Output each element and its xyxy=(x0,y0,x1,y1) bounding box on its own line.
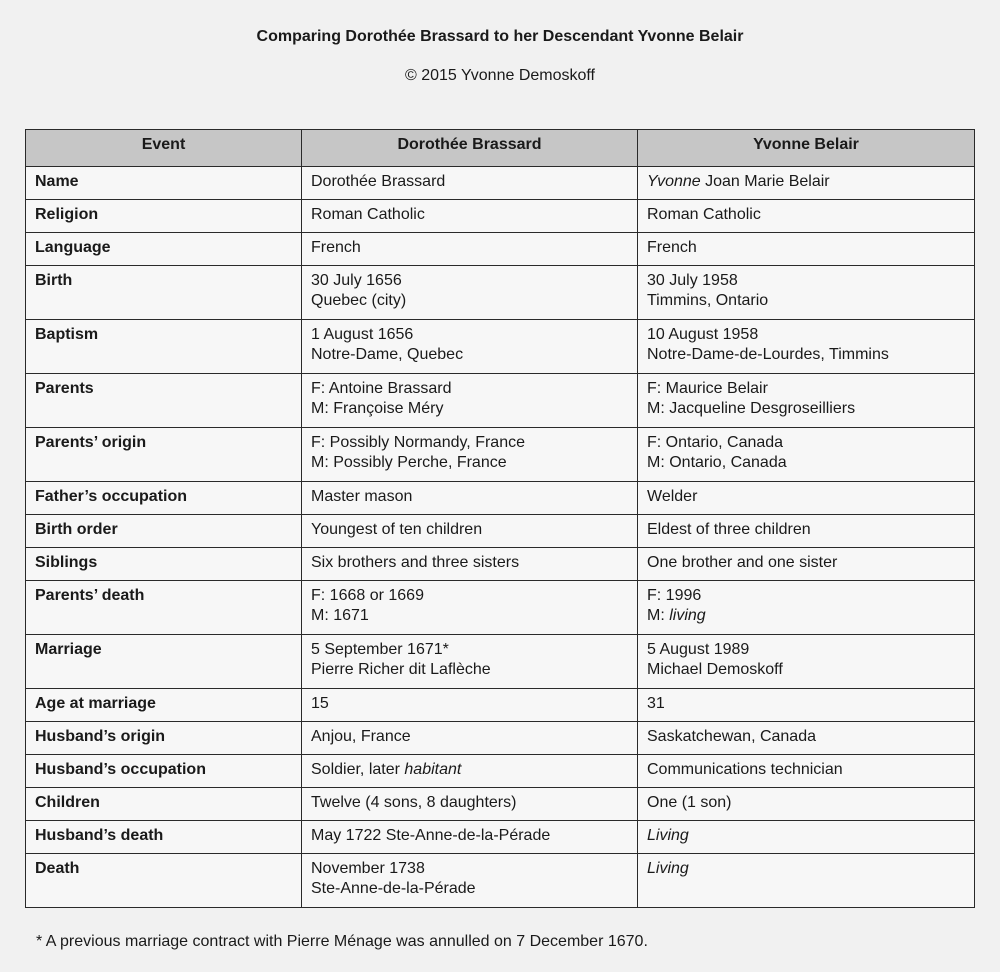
italic-text: Yvonne xyxy=(647,173,701,190)
event-cell: Children xyxy=(26,788,302,821)
table-row xyxy=(26,755,975,788)
cell-line: Roman Catholic xyxy=(647,206,761,223)
cell-line: Dorothée Brassard xyxy=(311,173,446,190)
yvonne-cell xyxy=(638,428,975,482)
table-row xyxy=(26,266,975,320)
cell-line: F: Ontario, Canada xyxy=(647,434,784,451)
cell-line: 15 xyxy=(311,695,329,712)
comparison-table xyxy=(25,129,975,908)
table-row xyxy=(26,635,975,689)
table-row xyxy=(26,821,975,854)
dorothee-cell xyxy=(302,266,638,320)
cell-line: F: Antoine Brassard xyxy=(311,380,452,397)
table-row xyxy=(26,320,975,374)
table-row xyxy=(26,581,975,635)
italic-text: Living xyxy=(647,827,689,844)
yvonne-cell xyxy=(638,755,975,788)
cell-line: F: 1668 or 1669 xyxy=(311,587,424,604)
cell-line: Notre-Dame, Quebec xyxy=(311,346,464,363)
event-cell: Parents xyxy=(26,374,302,428)
dorothee-cell xyxy=(302,755,638,788)
yvonne-cell xyxy=(638,482,975,515)
cell-line: Welder xyxy=(647,488,698,505)
yvonne-cell xyxy=(638,266,975,320)
italic-text: living xyxy=(669,607,706,624)
cell-line: 31 xyxy=(647,695,665,712)
event-cell: Husband’s death xyxy=(26,821,302,854)
cell-line: M: Françoise Méry xyxy=(311,400,444,417)
dorothee-cell xyxy=(302,167,638,200)
cell-line: French xyxy=(647,239,697,256)
event-cell: Marriage xyxy=(26,635,302,689)
dorothee-cell xyxy=(302,635,638,689)
cell-text: M: xyxy=(647,607,670,624)
cell-line: May 1722 Ste-Anne-de-la-Pérade xyxy=(311,827,551,844)
cell-line: M: Jacqueline Desgroseilliers xyxy=(647,400,856,417)
dorothee-cell xyxy=(302,200,638,233)
yvonne-cell xyxy=(638,689,975,722)
event-cell: Birth xyxy=(26,266,302,320)
italic-text: habitant xyxy=(404,761,462,778)
event-cell: Death xyxy=(26,854,302,908)
cell-line: Six brothers and three sisters xyxy=(311,554,520,571)
cell-line xyxy=(647,606,965,626)
cell-line: Quebec (city) xyxy=(311,292,407,309)
yvonne-cell xyxy=(638,788,975,821)
table-row xyxy=(26,788,975,821)
cell-line: 30 July 1958 xyxy=(647,272,738,289)
table-header-row xyxy=(26,130,975,167)
table-row xyxy=(26,548,975,581)
dorothee-cell xyxy=(302,788,638,821)
dorothee-cell xyxy=(302,428,638,482)
cell-line: 30 July 1656 xyxy=(311,272,402,289)
dorothee-cell xyxy=(302,548,638,581)
cell-line: Timmins, Ontario xyxy=(647,292,769,309)
event-cell: Age at marriage xyxy=(26,689,302,722)
yvonne-cell xyxy=(638,548,975,581)
cell-line: November 1738 xyxy=(311,860,425,877)
event-cell: Language xyxy=(26,233,302,266)
cell-line: M: 1671 xyxy=(311,607,369,624)
cell-line: French xyxy=(311,239,361,256)
header-dorothee: Dorothée Brassard xyxy=(302,130,638,167)
yvonne-cell xyxy=(638,233,975,266)
yvonne-cell xyxy=(638,515,975,548)
event-cell: Parents’ death xyxy=(26,581,302,635)
dorothee-cell xyxy=(302,854,638,908)
cell-line xyxy=(311,760,628,780)
table-row xyxy=(26,374,975,428)
event-cell: Birth order xyxy=(26,515,302,548)
cell-line: M: Ontario, Canada xyxy=(647,454,787,471)
dorothee-cell xyxy=(302,515,638,548)
cell-line: F: 1996 xyxy=(647,587,702,604)
dorothee-cell xyxy=(302,482,638,515)
dorothee-cell xyxy=(302,320,638,374)
footnote: * A previous marriage contract with Pierre Ménage was annulled on 7 December 1670. xyxy=(36,933,648,950)
header-yvonne: Yvonne Belair xyxy=(638,130,975,167)
table-row xyxy=(26,515,975,548)
table-row xyxy=(26,722,975,755)
yvonne-cell xyxy=(638,200,975,233)
event-cell: Siblings xyxy=(26,548,302,581)
yvonne-cell xyxy=(638,581,975,635)
cell-line: Roman Catholic xyxy=(311,206,425,223)
cell-line: F: Maurice Belair xyxy=(647,380,768,397)
cell-line: 10 August 1958 xyxy=(647,326,759,343)
copyright-notice: © 2015 Yvonne Demoskoff xyxy=(405,67,595,84)
yvonne-cell xyxy=(638,320,975,374)
table-row xyxy=(26,854,975,908)
header-event: Event xyxy=(26,130,302,167)
table-row xyxy=(26,167,975,200)
yvonne-cell xyxy=(638,722,975,755)
dorothee-cell xyxy=(302,374,638,428)
event-cell: Parents’ origin xyxy=(26,428,302,482)
yvonne-cell xyxy=(638,821,975,854)
cell-line: Communications technician xyxy=(647,761,843,778)
event-cell: Name xyxy=(26,167,302,200)
cell-line: 5 September 1671* xyxy=(311,641,449,658)
yvonne-cell xyxy=(638,374,975,428)
dorothee-cell xyxy=(302,722,638,755)
cell-line: Notre-Dame-de-Lourdes, Timmins xyxy=(647,346,889,363)
event-cell: Father’s occupation xyxy=(26,482,302,515)
cell-line: 5 August 1989 xyxy=(647,641,750,658)
dorothee-cell xyxy=(302,233,638,266)
cell-line: Pierre Richer dit Laflèche xyxy=(311,661,491,678)
dorothee-cell xyxy=(302,689,638,722)
table-row xyxy=(26,200,975,233)
table-row xyxy=(26,233,975,266)
cell-line: Youngest of ten children xyxy=(311,521,483,538)
cell-line: One (1 son) xyxy=(647,794,732,811)
yvonne-cell xyxy=(638,167,975,200)
dorothee-cell xyxy=(302,581,638,635)
event-cell: Baptism xyxy=(26,320,302,374)
dorothee-cell xyxy=(302,821,638,854)
cell-line: Saskatchewan, Canada xyxy=(647,728,816,745)
yvonne-cell xyxy=(638,635,975,689)
table-row xyxy=(26,428,975,482)
cell-line: Eldest of three children xyxy=(647,521,811,538)
yvonne-cell xyxy=(638,854,975,908)
cell-line xyxy=(647,172,965,192)
event-cell: Husband’s occupation xyxy=(26,755,302,788)
cell-line: Michael Demoskoff xyxy=(647,661,783,678)
cell-line: Ste-Anne-de-la-Pérade xyxy=(311,880,476,897)
table-row xyxy=(26,689,975,722)
cell-text: Joan Marie Belair xyxy=(705,173,830,190)
event-cell: Religion xyxy=(26,200,302,233)
cell-text: Soldier, later xyxy=(311,761,405,778)
italic-text: Living xyxy=(647,860,689,877)
cell-line: Anjou, France xyxy=(311,728,411,745)
cell-line: Twelve (4 sons, 8 daughters) xyxy=(311,794,517,811)
cell-line: One brother and one sister xyxy=(647,554,838,571)
cell-line: F: Possibly Normandy, France xyxy=(311,434,525,451)
cell-line: Master mason xyxy=(311,488,413,505)
cell-line: 1 August 1656 xyxy=(311,326,414,343)
cell-line: M: Possibly Perche, France xyxy=(311,454,507,471)
table-row xyxy=(26,482,975,515)
page-title: Comparing Dorothée Brassard to her Descendant Yvonne Belair xyxy=(256,28,744,45)
event-cell: Husband’s origin xyxy=(26,722,302,755)
